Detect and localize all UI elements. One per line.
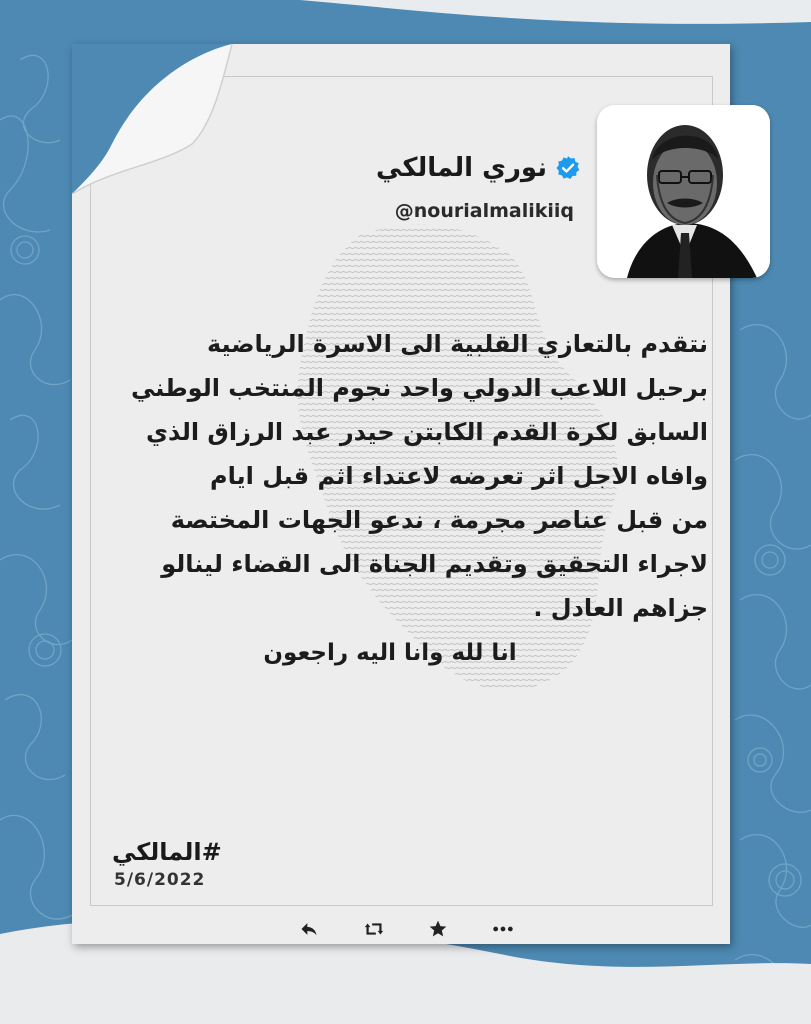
retweet-icon: [363, 918, 385, 940]
profile-name-row: [376, 153, 581, 183]
tweet-actions: [296, 915, 516, 943]
reply-icon: [299, 919, 319, 939]
tweet-line: السابق لكرة القدم الكابتن حيدر عبد الرزاق الذي: [145, 418, 708, 446]
avatar[interactable]: [597, 105, 770, 278]
page-curl: [72, 44, 262, 194]
user-handle[interactable]: @nourialmalikiiq: [394, 200, 574, 222]
hashtag-link[interactable]: #المالكي: [112, 838, 222, 866]
favorite-button[interactable]: [425, 916, 451, 942]
tweet-date: 5/6/2022: [114, 870, 206, 890]
more-button[interactable]: [490, 916, 516, 942]
display-name[interactable]: نوري المالكي: [376, 153, 547, 183]
tweet-line: لاجراء التحقيق وتقديم الجناة الى القضاء لينالو: [161, 550, 708, 578]
closing-phrase: انا لله وانا اليه راجعون: [263, 640, 517, 666]
avatar-portrait: [597, 105, 770, 278]
tweet-line: جزاهم العادل .: [533, 594, 708, 622]
verified-badge-icon: [555, 155, 581, 181]
more-icon: [490, 918, 516, 940]
tweet-line: وافاه الاجل اثر تعرضه لاعتداء اثم قبل ايام: [210, 462, 708, 490]
tweet-line: نتقدم بالتعازي القلبية الى الاسرة الرياضية: [206, 330, 708, 358]
retweet-button[interactable]: [361, 916, 387, 942]
reply-button[interactable]: [296, 916, 322, 942]
tweet-line: برحيل اللاعب الدولي واحد نجوم المنتخب الوطني: [130, 374, 708, 402]
tweet-text: [100, 322, 708, 630]
favorite-icon: [428, 919, 448, 939]
tweet-line: من قبل عناصر مجرمة ، ندعو الجهات المختصة: [170, 506, 708, 534]
